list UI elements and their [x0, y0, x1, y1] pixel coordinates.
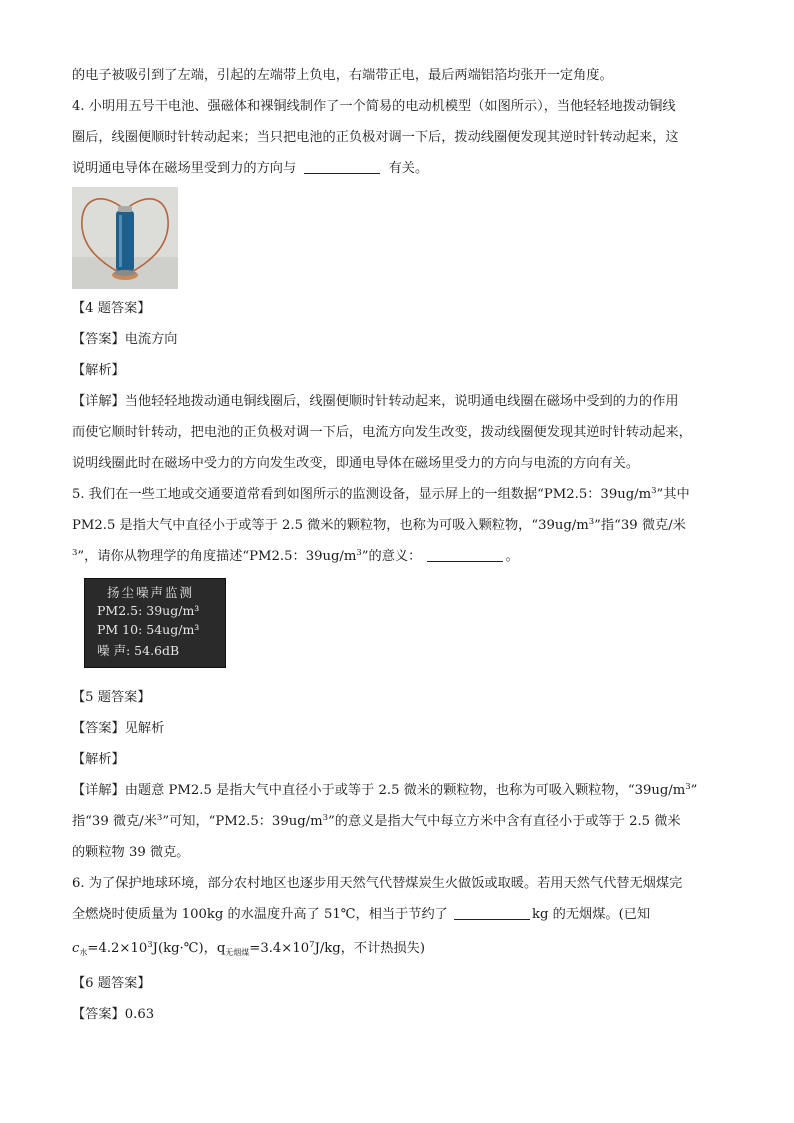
q5-detail-sup-1: 3 — [685, 782, 691, 792]
q5-text-1b: ”其中 — [656, 487, 690, 502]
q5-analysis-tag: 【解析】 — [72, 752, 125, 767]
q6-q-symbol: ，q — [203, 941, 226, 956]
document-page — [72, 60, 732, 1030]
q6-text-2b: kg 的无烟煤。(已知 — [532, 907, 651, 922]
q6-c-value: =4.2×10 — [87, 941, 148, 956]
q4-detail-text-1: 当他轻轻地拨动通电铜线圈后，线圈便顺时针转动起来，说明通电线圈在磁场中受到的力的作用 — [124, 394, 679, 409]
q4-text-line-2: 圈后，线圈便顺时针转动起来；当只把电池的正负极对调一下后，拨动线圈便发现其逆时针转动起来，这 — [72, 130, 679, 145]
q5-detail-2a: 指“39 微克/米 — [72, 814, 157, 829]
q6-answer-tag: 【6 题答案】 — [72, 976, 151, 991]
q6-c-unit: J(kg·℃) — [152, 941, 204, 956]
q5-sup-3: 3 — [72, 548, 78, 558]
motor-model-illustration — [72, 187, 178, 289]
q5-detail-sup-2: 3 — [156, 813, 163, 823]
q4-detail-line-3: 说明线圈此时在磁场中受力的方向发生改变，即通电导体在磁场里受力的方向与电流的方向有关。 — [72, 456, 640, 471]
dust-noise-monitor-display — [84, 578, 226, 668]
motor-model-photo — [72, 187, 178, 289]
q5-text-3c: 。 — [505, 549, 519, 564]
q5-detail-line-1 — [72, 775, 732, 806]
q4-answer-value: 电流方向 — [124, 332, 178, 347]
q5-detail-2c: ”的意义是指大气中每立方米中含有直径小于或等于 2.5 微米 — [328, 814, 681, 829]
q6-answer-label: 【答案】 — [72, 1007, 125, 1022]
q4-answer-tag: 【4 题答案】 — [72, 301, 151, 316]
q6-q-sub: 无烟煤 — [225, 948, 250, 957]
q4-stem-end: 有关。 — [388, 161, 429, 176]
q4-answer-blank — [304, 157, 380, 174]
q6-answer-blank — [454, 903, 530, 920]
q4-stem-text: 说明通电导体在磁场里受到力的方向与 — [72, 161, 297, 176]
q5-text-2b: ”指“39 微克/米 — [594, 518, 686, 533]
q5-text-3a: ”，请你从物理学的角度描述“PM2.5：39ug/m — [77, 549, 357, 564]
q4-answer-label: 【答案】 — [72, 332, 125, 347]
q5-detail-line-3: 的颗粒物 39 微克。 — [72, 845, 190, 860]
q6-text-2a: 全燃烧时使质量为 100kg 的水温度升高了 51℃，相当于节约了 — [72, 907, 448, 922]
q5-answer-blank — [427, 545, 503, 562]
q5-detail-line-2 — [72, 806, 732, 837]
display-title: 扬尘噪声监测 — [107, 585, 195, 600]
q5-sup-2: 3 — [588, 517, 595, 527]
q5-text-2a: PM2.5 是指大气中直径小于或等于 2.5 微米的颗粒物，也称为可吸入颗粒物，“39ug/m — [72, 518, 589, 533]
intro-line: 的电子被吸引到了左端，引起的左端带上负电，右端带正电，最后两端铝箔均张开一定角度。 — [72, 68, 613, 83]
q6-text-line-2 — [72, 899, 732, 930]
q6-c-symbol: c — [72, 941, 80, 956]
q5-detail-1a: 由题意 PM2.5 是指大气中直径小于或等于 2.5 微米的颗粒物，也称为可吸入颗粒物，“39ug/m — [124, 783, 686, 798]
q5-text-1a: 5. 我们在一些工地或交通要道常看到如图所示的监测设备，显示屏上的一组数据“PM2.5：39ug/m — [72, 487, 652, 502]
q4-detail-label: 【详解】 — [72, 394, 125, 409]
q5-detail-2b: ”可知，“PM2.5：39ug/m — [162, 814, 323, 829]
q4-text-line-3 — [72, 153, 732, 184]
q5-sup-4: 3 — [356, 548, 362, 558]
q5-text-3b: ”的意义： — [361, 549, 422, 564]
q5-detail-label: 【详解】 — [72, 783, 125, 798]
q4-analysis-tag: 【解析】 — [72, 363, 125, 378]
q5-answer-line — [72, 713, 732, 744]
display-pm10: PM 10: 54ug/m³ — [97, 622, 200, 637]
display-noise: 噪 声: 54.6dB — [97, 643, 180, 658]
q5-answer-label: 【答案】 — [72, 721, 125, 736]
q6-answer-line — [72, 999, 732, 1030]
display-pm25: PM2.5: 39ug/m³ — [97, 603, 200, 618]
q5-text-line-3 — [72, 541, 732, 572]
q6-formula-line — [72, 930, 732, 968]
q6-text-line-1: 6. 为了保护地球环境，部分农村地区也逐步用天然气代替煤炭生火做饭或取暖。若用天然气代替无烟煤完 — [72, 876, 683, 891]
q5-text-line-2 — [72, 510, 732, 541]
q4-text-line-1: 4. 小明用五号干电池、强磁体和裸铜线制作了一个简易的电动机模型（如图所示），当他轻轻地拨动铜线 — [72, 99, 676, 114]
q4-detail-line-1 — [72, 386, 732, 417]
q6-q-exp: 7 — [309, 940, 315, 950]
q5-answer-value: 见解析 — [124, 721, 165, 736]
q5-detail-1b: ” — [690, 783, 698, 798]
q5-sup-1: 3 — [651, 486, 657, 496]
q5-text-line-1 — [72, 479, 732, 510]
q4-answer-line — [72, 324, 732, 355]
q6-c-sub: 水 — [79, 948, 88, 957]
q4-detail-line-2: 而使它顺时针转动，把电池的正负极对调一下后，电流方向发生改变，拨动线圈便发现其逆时针转动起来， — [72, 425, 692, 440]
q6-q-unit: J/kg，不计热损失) — [314, 941, 425, 956]
q5-answer-tag: 【5 题答案】 — [72, 690, 151, 705]
q5-detail-sup-3: 3 — [322, 813, 329, 823]
q6-c-exp: 3 — [147, 940, 153, 950]
q6-answer-value: 0.63 — [124, 1007, 155, 1022]
q6-q-value: =3.4×10 — [249, 941, 310, 956]
